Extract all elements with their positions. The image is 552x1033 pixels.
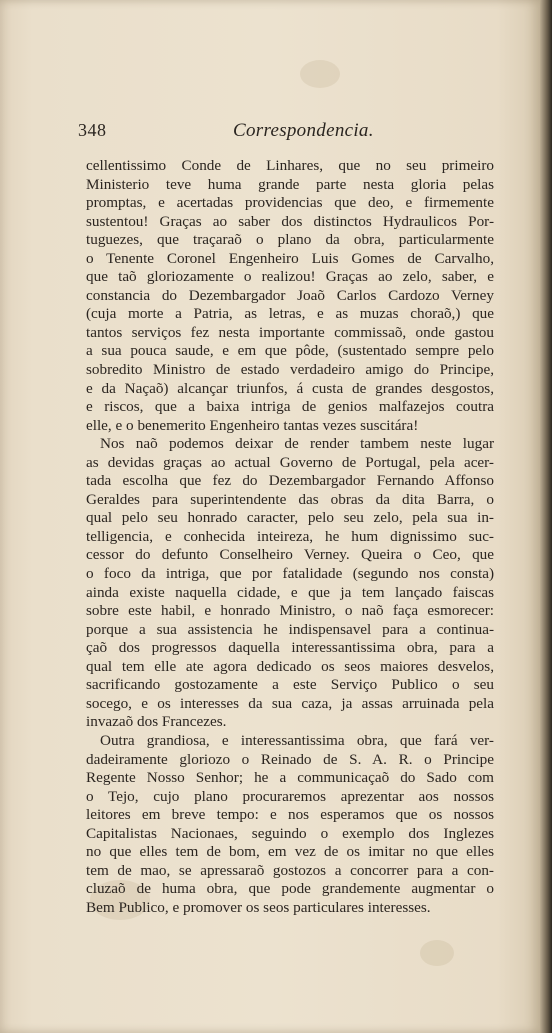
text-line: Outra grandiosa, e interessantissima obra, que fará ver-: [100, 731, 494, 749]
text-line: cellentissimo Conde de Linhares, que no seu primeiro: [86, 157, 494, 174]
text-line: as devidas graças ao actual Governo de Portugal, pela acer-: [86, 453, 494, 471]
text-line: o foco da intriga, que por fatalidade (segundo nos consta): [86, 565, 494, 583]
text-line: tantos serviços fez nesta importante commissaõ, onde gastou: [86, 323, 494, 341]
text-line: e da Naçaõ) alcançar triunfos, á custa de grandes desgostos,: [86, 379, 494, 397]
text-line: qual tem elle ate agora dedicado os seos maiores desvelos,: [86, 657, 494, 675]
text-line: sustentou! Graças ao saber dos distinctos Hydraulicos Por-: [86, 212, 494, 230]
text-line: tada escolha que fez do Dezembargador Fernando Affonso: [86, 472, 494, 490]
text-line: porque a sua assistencia he indispensavel para a continua-: [86, 620, 494, 638]
text-line: o Tenente Coronel Engenheiro Luis Gomes de Carvalho,: [86, 249, 494, 267]
text-line: çaõ dos progressos daquella interessantissima obra, para a: [86, 639, 494, 657]
paragraph: [86, 435, 494, 732]
text-line: elle, e o benemerito Engenheiro tantas vezes suscitára!: [86, 416, 419, 434]
text-line: sobre este habil, e honrado Ministro, o naõ faça esmorecer:: [86, 602, 494, 620]
text-line: a sua pouca saude, e em que pôde, (sustentado sempre pelo: [86, 342, 494, 360]
text-line: telligencia, e conhecida inteireza, he hum dignissimo suc-: [86, 527, 494, 545]
text-line: Regente Nosso Senhor; he a communicaçaõ do Sado com: [86, 769, 494, 787]
body-text: [86, 157, 494, 917]
paragraph: [86, 157, 494, 435]
text-line: constancia do Dezembargador Joaõ Carlos Cardozo Verney: [86, 286, 494, 304]
paper-stain: [420, 940, 454, 966]
text-line: tem de mao, se apressaraõ gostozos a concorrer para a con-: [86, 861, 494, 879]
text-line: Bem Publico, e promover os seos particulares interesses.: [86, 898, 431, 916]
text-line: socego, e os interesses da sua caza, ja assas arruinada pela: [86, 694, 494, 712]
text-line: qual pelo seu honrado caracter, pelo seu zelo, pela sua in-: [86, 509, 494, 527]
paragraph: [86, 732, 494, 917]
text-line: e riscos, que a baixa intriga de genios malfazejos coutra: [86, 398, 494, 416]
text-line: o Tejo, cujo plano procuraremos aprezentar aos nossos: [86, 787, 494, 805]
running-title: Correspondencia.: [233, 120, 374, 141]
text-line: promptas, e acertadas providencias que deo, e firmemente: [86, 194, 494, 212]
text-line: Geraldes para superintendente das obras da dita Barra, o: [86, 490, 494, 508]
text-line: Capitalistas Nacionaes, seguindo o exemplo dos Inglezes: [86, 824, 494, 842]
text-line: sobredito Ministro de estado verdadeiro amigo do Principe,: [86, 361, 494, 379]
text-line: dadeiramente gloriozo o Reinado de S. A. R. o Principe: [86, 750, 494, 768]
running-head: [78, 120, 498, 144]
text-line: leitores em breve tempo: e nos esperamos que os nossos: [86, 806, 494, 824]
text-line: no que elles tem de bom, em vez de os imitar no que elles: [86, 843, 494, 861]
text-line: sacrificando gostozamente a este Serviço Publico o seu: [86, 676, 494, 694]
text-line: cluzaõ de huma obra, que pode grandemente augmentar o: [86, 880, 494, 898]
text-line: (cuja morte a Patria, as letras, e as muzas choraõ,) que: [86, 305, 494, 323]
text-line: tuguezes, que traçaraõ o plano da obra, particularmente: [86, 231, 494, 249]
text-line: que taõ gloriozamente o realizou! Graças ao zelo, saber, e: [86, 268, 494, 286]
paper-stain: [300, 60, 340, 88]
text-line: Nos naõ podemos deixar de render tambem neste lugar: [100, 435, 494, 453]
text-line: invazaõ dos Francezes.: [86, 713, 227, 731]
text-line: ainda existe naquella cidade, e que ja tem lançado faiscas: [86, 583, 494, 601]
text-line: Ministerio teve huma grande parte nesta gloria pelas: [86, 175, 494, 193]
page-edge-shadow: [540, 0, 552, 1033]
page-number: 348: [78, 120, 107, 140]
text-line: cessor do defunto Conselheiro Verney. Queira o Ceo, que: [86, 546, 494, 564]
